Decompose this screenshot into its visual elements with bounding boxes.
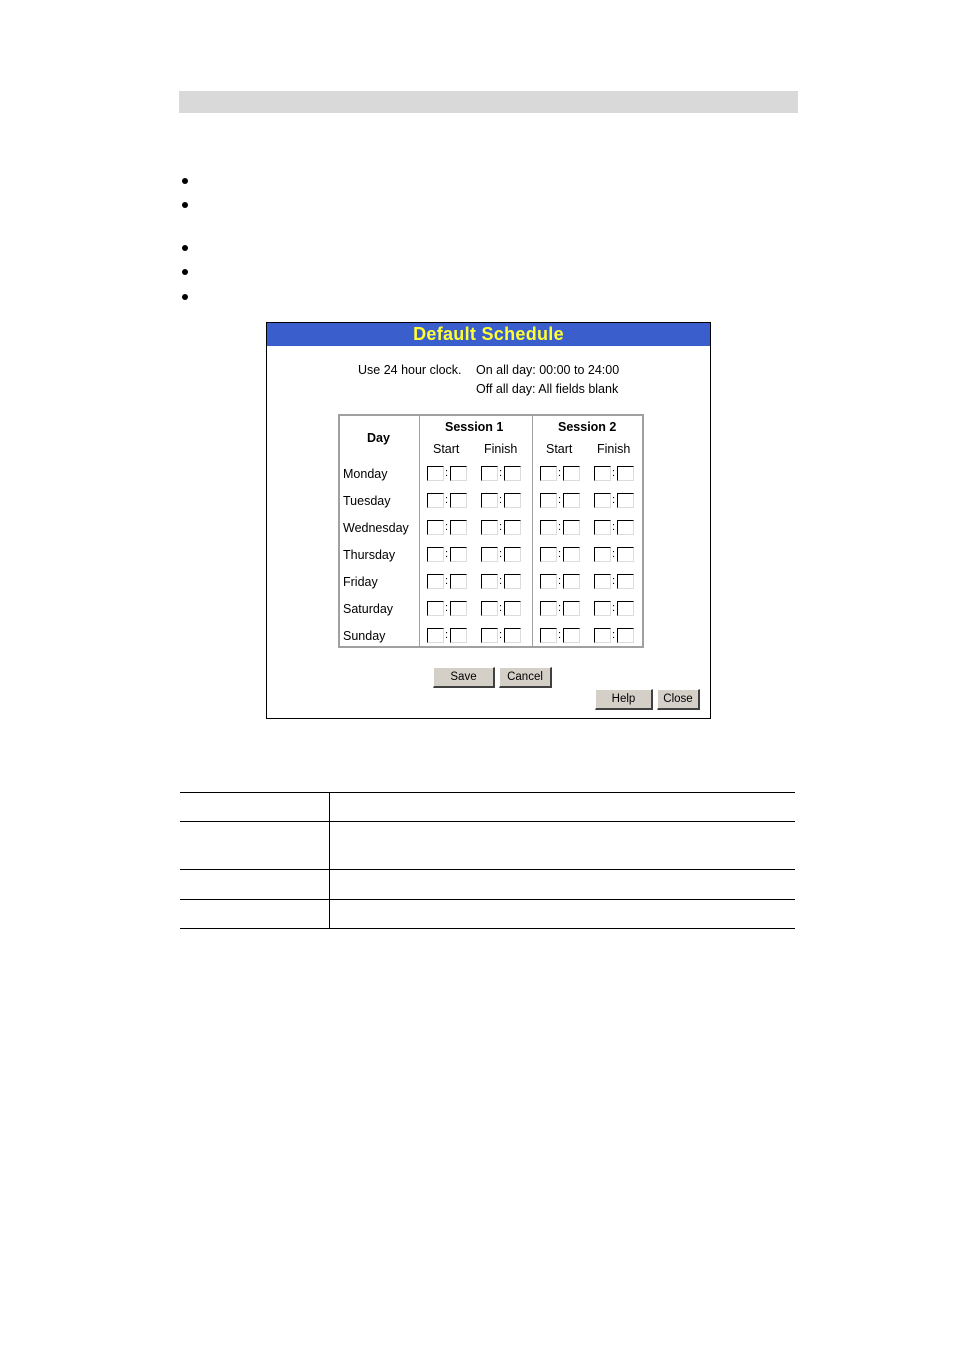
friday-session-2-start-hour-input[interactable] <box>540 574 557 589</box>
tuesday-session-1-start-hour-input[interactable] <box>427 493 444 508</box>
day-label-monday: Monday <box>343 467 388 481</box>
wednesday-session-1-finish-minute-input[interactable] <box>504 520 521 535</box>
day-label-tuesday: Tuesday <box>343 494 391 508</box>
time-separator: : <box>445 602 449 614</box>
time-separator: : <box>612 521 616 533</box>
thursday-session-1-finish-minute-input[interactable] <box>504 547 521 562</box>
wednesday-session-1-start-minute-input[interactable] <box>450 520 467 535</box>
thursday-session-2-finish-minute-input[interactable] <box>617 547 634 562</box>
session-2-header: Session 2 <box>558 420 617 434</box>
saturday-session-1-finish-hour-input[interactable] <box>481 601 498 616</box>
grid-divider <box>419 416 420 646</box>
bullet-point <box>182 178 188 184</box>
help-button[interactable]: Help <box>595 689 653 710</box>
sunday-session-1-finish-minute-input[interactable] <box>504 628 521 643</box>
friday-session-1-finish-minute-input[interactable] <box>504 574 521 589</box>
wednesday-session-1-start-hour-input[interactable] <box>427 520 444 535</box>
saturday-session-2-start-hour-input[interactable] <box>540 601 557 616</box>
wednesday-session-2-start-hour-input[interactable] <box>540 520 557 535</box>
table-rule <box>180 792 795 793</box>
session-2-finish-header: Finish <box>597 442 631 456</box>
grid-divider <box>532 416 533 646</box>
thursday-session-1-start-hour-input[interactable] <box>427 547 444 562</box>
day-column-header: Day <box>367 431 390 445</box>
thursday-session-1-finish-hour-input[interactable] <box>481 547 498 562</box>
session-1-header: Session 1 <box>445 420 504 434</box>
table-rule <box>180 869 795 870</box>
time-separator: : <box>558 494 562 506</box>
wednesday-session-2-finish-minute-input[interactable] <box>617 520 634 535</box>
time-separator: : <box>445 494 449 506</box>
friday-session-1-finish-hour-input[interactable] <box>481 574 498 589</box>
time-separator: : <box>445 629 449 641</box>
time-separator: : <box>499 467 503 479</box>
tuesday-session-1-finish-minute-input[interactable] <box>504 493 521 508</box>
day-label-sunday: Sunday <box>343 629 386 643</box>
thursday-session-2-start-minute-input[interactable] <box>563 547 580 562</box>
day-label-friday: Friday <box>343 575 378 589</box>
monday-session-2-finish-minute-input[interactable] <box>617 466 634 481</box>
monday-session-1-start-minute-input[interactable] <box>450 466 467 481</box>
session-2-start-header: Start <box>546 442 573 456</box>
sunday-session-1-start-minute-input[interactable] <box>450 628 467 643</box>
friday-session-2-finish-hour-input[interactable] <box>594 574 611 589</box>
tuesday-session-1-start-minute-input[interactable] <box>450 493 467 508</box>
saturday-session-2-start-minute-input[interactable] <box>563 601 580 616</box>
sunday-session-2-finish-minute-input[interactable] <box>617 628 634 643</box>
tuesday-session-2-start-minute-input[interactable] <box>563 493 580 508</box>
tuesday-session-2-finish-minute-input[interactable] <box>617 493 634 508</box>
thursday-session-2-start-hour-input[interactable] <box>540 547 557 562</box>
time-separator: : <box>612 575 616 587</box>
saturday-session-1-start-hour-input[interactable] <box>427 601 444 616</box>
time-separator: : <box>558 602 562 614</box>
time-separator: : <box>558 521 562 533</box>
saturday-session-1-start-minute-input[interactable] <box>450 601 467 616</box>
monday-session-2-finish-hour-input[interactable] <box>594 466 611 481</box>
close-button[interactable]: Close <box>657 689 700 710</box>
table-divider <box>329 792 330 929</box>
table-rule <box>180 899 795 900</box>
sunday-session-2-finish-hour-input[interactable] <box>594 628 611 643</box>
time-separator: : <box>612 548 616 560</box>
time-separator: : <box>558 548 562 560</box>
monday-session-2-start-minute-input[interactable] <box>563 466 580 481</box>
bullet-point <box>182 269 188 275</box>
cancel-button[interactable]: Cancel <box>499 667 552 688</box>
sunday-session-2-start-hour-input[interactable] <box>540 628 557 643</box>
day-label-saturday: Saturday <box>343 602 394 616</box>
off-all-day-note: Off all day: All fields blank <box>476 382 619 396</box>
section-header-bar <box>179 91 798 113</box>
clock-instruction: Use 24 hour clock. <box>358 363 462 377</box>
wednesday-session-2-finish-hour-input[interactable] <box>594 520 611 535</box>
monday-session-1-start-hour-input[interactable] <box>427 466 444 481</box>
table-rule <box>180 928 795 929</box>
saturday-session-2-finish-hour-input[interactable] <box>594 601 611 616</box>
dialog-title: Default Schedule <box>267 323 710 346</box>
time-separator: : <box>445 467 449 479</box>
sunday-session-2-start-minute-input[interactable] <box>563 628 580 643</box>
friday-session-2-finish-minute-input[interactable] <box>617 574 634 589</box>
time-separator: : <box>612 494 616 506</box>
time-separator: : <box>558 575 562 587</box>
time-separator: : <box>499 602 503 614</box>
time-separator: : <box>499 629 503 641</box>
day-label-wednesday: Wednesday <box>343 521 409 535</box>
saturday-session-2-finish-minute-input[interactable] <box>617 601 634 616</box>
sunday-session-1-finish-hour-input[interactable] <box>481 628 498 643</box>
friday-session-2-start-minute-input[interactable] <box>563 574 580 589</box>
monday-session-1-finish-hour-input[interactable] <box>481 466 498 481</box>
thursday-session-1-start-minute-input[interactable] <box>450 547 467 562</box>
table-rule <box>180 821 795 822</box>
time-separator: : <box>612 467 616 479</box>
time-separator: : <box>558 467 562 479</box>
save-button[interactable]: Save <box>433 667 495 688</box>
friday-session-1-start-hour-input[interactable] <box>427 574 444 589</box>
time-separator: : <box>612 602 616 614</box>
bullet-point <box>182 202 188 208</box>
time-separator: : <box>612 629 616 641</box>
time-separator: : <box>445 548 449 560</box>
friday-session-1-start-minute-input[interactable] <box>450 574 467 589</box>
tuesday-session-2-finish-hour-input[interactable] <box>594 493 611 508</box>
time-separator: : <box>445 521 449 533</box>
day-label-thursday: Thursday <box>343 548 396 562</box>
time-separator: : <box>499 575 503 587</box>
field-description-table <box>180 792 795 929</box>
time-separator: : <box>558 629 562 641</box>
monday-session-2-start-hour-input[interactable] <box>540 466 557 481</box>
wednesday-session-2-start-minute-input[interactable] <box>563 520 580 535</box>
saturday-session-1-finish-minute-input[interactable] <box>504 601 521 616</box>
monday-session-1-finish-minute-input[interactable] <box>504 466 521 481</box>
default-schedule-dialog <box>266 322 711 719</box>
session-1-finish-header: Finish <box>484 442 518 456</box>
bullet-point <box>182 245 188 251</box>
on-all-day-note: On all day: 00:00 to 24:00 <box>476 363 620 377</box>
time-separator: : <box>499 548 503 560</box>
tuesday-session-1-finish-hour-input[interactable] <box>481 493 498 508</box>
time-separator: : <box>499 521 503 533</box>
tuesday-session-2-start-hour-input[interactable] <box>540 493 557 508</box>
time-separator: : <box>445 575 449 587</box>
bullet-point <box>182 294 188 300</box>
session-1-start-header: Start <box>433 442 460 456</box>
sunday-session-1-start-hour-input[interactable] <box>427 628 444 643</box>
thursday-session-2-finish-hour-input[interactable] <box>594 547 611 562</box>
schedule-grid <box>338 414 644 648</box>
wednesday-session-1-finish-hour-input[interactable] <box>481 520 498 535</box>
time-separator: : <box>499 494 503 506</box>
